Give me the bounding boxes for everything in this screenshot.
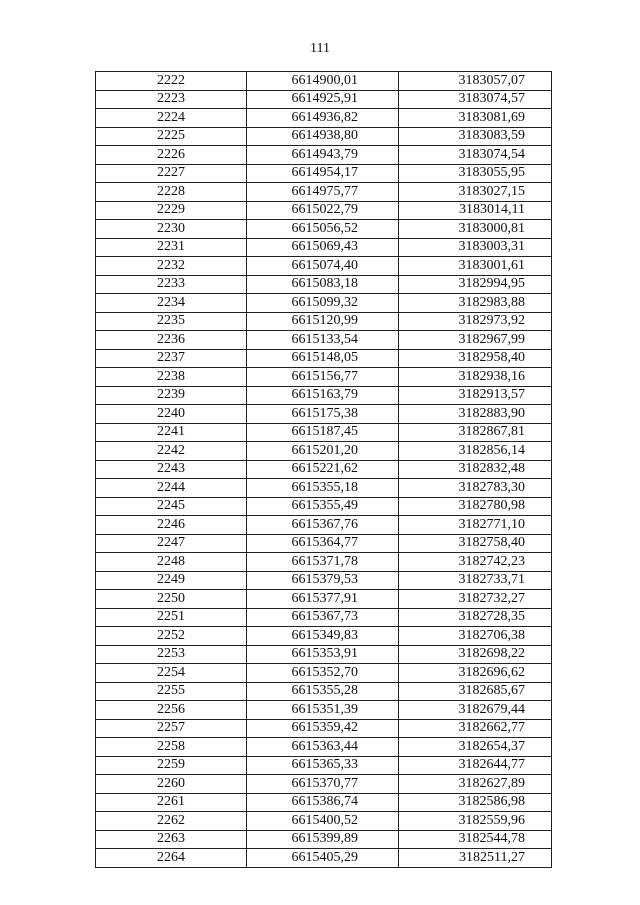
point-number-cell: 2252 (96, 627, 247, 646)
table-row (96, 738, 552, 757)
point-number-cell: 2251 (96, 608, 247, 627)
table-row (96, 497, 552, 516)
coordinates-table-body (96, 72, 552, 868)
table-row (96, 368, 552, 387)
y-coordinate-cell: 3182662,77 (399, 719, 552, 738)
x-coordinate-cell: 6615069,43 (247, 238, 399, 257)
point-number-cell: 2241 (96, 423, 247, 442)
point-number-cell: 2242 (96, 442, 247, 461)
y-coordinate-cell: 3182706,38 (399, 627, 552, 646)
y-coordinate-cell: 3182698,22 (399, 645, 552, 664)
point-number-cell: 2259 (96, 756, 247, 775)
point-number-cell: 2232 (96, 257, 247, 276)
y-coordinate-cell: 3182733,71 (399, 571, 552, 590)
point-number-cell: 2225 (96, 127, 247, 146)
y-coordinate-cell: 3182758,40 (399, 534, 552, 553)
table-row (96, 812, 552, 831)
x-coordinate-cell: 6615349,83 (247, 627, 399, 646)
y-coordinate-cell: 3182742,23 (399, 553, 552, 572)
table-row (96, 645, 552, 664)
table-row (96, 664, 552, 683)
table-row (96, 72, 552, 91)
x-coordinate-cell: 6614975,77 (247, 183, 399, 202)
y-coordinate-cell: 3182967,99 (399, 331, 552, 350)
y-coordinate-cell: 3182832,48 (399, 460, 552, 479)
table-row (96, 516, 552, 535)
y-coordinate-cell: 3182696,62 (399, 664, 552, 683)
x-coordinate-cell: 6615370,77 (247, 775, 399, 794)
point-number-cell: 2258 (96, 738, 247, 757)
x-coordinate-cell: 6615367,73 (247, 608, 399, 627)
table-row (96, 220, 552, 239)
table-row (96, 627, 552, 646)
point-number-cell: 2229 (96, 201, 247, 220)
y-coordinate-cell: 3183027,15 (399, 183, 552, 202)
point-number-cell: 2261 (96, 793, 247, 812)
table-row (96, 830, 552, 849)
table-row (96, 590, 552, 609)
x-coordinate-cell: 6615099,32 (247, 294, 399, 313)
x-coordinate-cell: 6615359,42 (247, 719, 399, 738)
x-coordinate-cell: 6615352,70 (247, 664, 399, 683)
y-coordinate-cell: 3182732,27 (399, 590, 552, 609)
table-row (96, 146, 552, 165)
table-row (96, 201, 552, 220)
page-number: 111 (310, 41, 330, 56)
table-row (96, 405, 552, 424)
point-number-cell: 2236 (96, 331, 247, 350)
table-row (96, 701, 552, 720)
table-row (96, 312, 552, 331)
y-coordinate-cell: 3182627,89 (399, 775, 552, 794)
y-coordinate-cell: 3182728,35 (399, 608, 552, 627)
y-coordinate-cell: 3182544,78 (399, 830, 552, 849)
x-coordinate-cell: 6615163,79 (247, 386, 399, 405)
point-number-cell: 2233 (96, 275, 247, 294)
table-row (96, 775, 552, 794)
y-coordinate-cell: 3183014,11 (399, 201, 552, 220)
point-number-cell: 2240 (96, 405, 247, 424)
table-row (96, 793, 552, 812)
point-number-cell: 2264 (96, 849, 247, 868)
x-coordinate-cell: 6615133,54 (247, 331, 399, 350)
point-number-cell: 2234 (96, 294, 247, 313)
y-coordinate-cell: 3182559,96 (399, 812, 552, 831)
table-row (96, 109, 552, 128)
y-coordinate-cell: 3183000,81 (399, 220, 552, 239)
point-number-cell: 2257 (96, 719, 247, 738)
table-row (96, 608, 552, 627)
table-row (96, 164, 552, 183)
table-row (96, 386, 552, 405)
point-number-cell: 2237 (96, 349, 247, 368)
point-number-cell: 2245 (96, 497, 247, 516)
x-coordinate-cell: 6615120,99 (247, 312, 399, 331)
y-coordinate-cell: 3182983,88 (399, 294, 552, 313)
table-row (96, 849, 552, 868)
y-coordinate-cell: 3182771,10 (399, 516, 552, 535)
table-row (96, 719, 552, 738)
point-number-cell: 2256 (96, 701, 247, 720)
point-number-cell: 2223 (96, 90, 247, 109)
point-number-cell: 2248 (96, 553, 247, 572)
x-coordinate-cell: 6614943,79 (247, 146, 399, 165)
point-number-cell: 2239 (96, 386, 247, 405)
x-coordinate-cell: 6615156,77 (247, 368, 399, 387)
x-coordinate-cell: 6615148,05 (247, 349, 399, 368)
x-coordinate-cell: 6614900,01 (247, 72, 399, 91)
point-number-cell: 2250 (96, 590, 247, 609)
x-coordinate-cell: 6615353,91 (247, 645, 399, 664)
x-coordinate-cell: 6615367,76 (247, 516, 399, 535)
point-number-cell: 2263 (96, 830, 247, 849)
x-coordinate-cell: 6615083,18 (247, 275, 399, 294)
y-coordinate-cell: 3183081,69 (399, 109, 552, 128)
x-coordinate-cell: 6615355,49 (247, 497, 399, 516)
x-coordinate-cell: 6614925,91 (247, 90, 399, 109)
table-row (96, 423, 552, 442)
x-coordinate-cell: 6615386,74 (247, 793, 399, 812)
y-coordinate-cell: 3182973,92 (399, 312, 552, 331)
x-coordinate-cell: 6614954,17 (247, 164, 399, 183)
table-row (96, 460, 552, 479)
y-coordinate-cell: 3182783,30 (399, 479, 552, 498)
point-number-cell: 2230 (96, 220, 247, 239)
x-coordinate-cell: 6615363,44 (247, 738, 399, 757)
point-number-cell: 2227 (96, 164, 247, 183)
x-coordinate-cell: 6615221,62 (247, 460, 399, 479)
y-coordinate-cell: 3182856,14 (399, 442, 552, 461)
y-coordinate-cell: 3183003,31 (399, 238, 552, 257)
table-row (96, 479, 552, 498)
table-row (96, 553, 552, 572)
point-number-cell: 2226 (96, 146, 247, 165)
table-row (96, 331, 552, 350)
x-coordinate-cell: 6615399,89 (247, 830, 399, 849)
table-row (96, 275, 552, 294)
y-coordinate-cell: 3183083,59 (399, 127, 552, 146)
x-coordinate-cell: 6615379,53 (247, 571, 399, 590)
y-coordinate-cell: 3183001,61 (399, 257, 552, 276)
y-coordinate-cell: 3182780,98 (399, 497, 552, 516)
point-number-cell: 2247 (96, 534, 247, 553)
point-number-cell: 2262 (96, 812, 247, 831)
x-coordinate-cell: 6615365,33 (247, 756, 399, 775)
point-number-cell: 2228 (96, 183, 247, 202)
y-coordinate-cell: 3182679,44 (399, 701, 552, 720)
point-number-cell: 2244 (96, 479, 247, 498)
point-number-cell: 2238 (96, 368, 247, 387)
y-coordinate-cell: 3183074,54 (399, 146, 552, 165)
y-coordinate-cell: 3182685,67 (399, 682, 552, 701)
point-number-cell: 2253 (96, 645, 247, 664)
point-number-cell: 2249 (96, 571, 247, 590)
y-coordinate-cell: 3183055,95 (399, 164, 552, 183)
table-row (96, 442, 552, 461)
x-coordinate-cell: 6615022,79 (247, 201, 399, 220)
x-coordinate-cell: 6615355,28 (247, 682, 399, 701)
x-coordinate-cell: 6615074,40 (247, 257, 399, 276)
table-row (96, 756, 552, 775)
x-coordinate-cell: 6615056,52 (247, 220, 399, 239)
x-coordinate-cell: 6615187,45 (247, 423, 399, 442)
x-coordinate-cell: 6614938,80 (247, 127, 399, 146)
table-row (96, 127, 552, 146)
y-coordinate-cell: 3183057,07 (399, 72, 552, 91)
y-coordinate-cell: 3182883,90 (399, 405, 552, 424)
point-number-cell: 2254 (96, 664, 247, 683)
x-coordinate-cell: 6615175,38 (247, 405, 399, 424)
point-number-cell: 2235 (96, 312, 247, 331)
table-row (96, 294, 552, 313)
y-coordinate-cell: 3182938,16 (399, 368, 552, 387)
y-coordinate-cell: 3182644,77 (399, 756, 552, 775)
y-coordinate-cell: 3182586,98 (399, 793, 552, 812)
y-coordinate-cell: 3182867,81 (399, 423, 552, 442)
point-number-cell: 2224 (96, 109, 247, 128)
point-number-cell: 2260 (96, 775, 247, 794)
point-number-cell: 2231 (96, 238, 247, 257)
x-coordinate-cell: 6615405,29 (247, 849, 399, 868)
coordinates-table (95, 71, 552, 868)
table-row (96, 257, 552, 276)
table-row (96, 349, 552, 368)
table-row (96, 571, 552, 590)
point-number-cell: 2255 (96, 682, 247, 701)
y-coordinate-cell: 3182511,27 (399, 849, 552, 868)
point-number-cell: 2243 (96, 460, 247, 479)
table-row (96, 90, 552, 109)
table-row (96, 682, 552, 701)
x-coordinate-cell: 6615351,39 (247, 701, 399, 720)
y-coordinate-cell: 3182958,40 (399, 349, 552, 368)
point-number-cell: 2222 (96, 72, 247, 91)
y-coordinate-cell: 3182994,95 (399, 275, 552, 294)
x-coordinate-cell: 6615377,91 (247, 590, 399, 609)
point-number-cell: 2246 (96, 516, 247, 535)
x-coordinate-cell: 6615355,18 (247, 479, 399, 498)
x-coordinate-cell: 6615400,52 (247, 812, 399, 831)
y-coordinate-cell: 3182913,57 (399, 386, 552, 405)
x-coordinate-cell: 6615371,78 (247, 553, 399, 572)
y-coordinate-cell: 3183074,57 (399, 90, 552, 109)
table-row (96, 183, 552, 202)
y-coordinate-cell: 3182654,37 (399, 738, 552, 757)
x-coordinate-cell: 6614936,82 (247, 109, 399, 128)
x-coordinate-cell: 6615364,77 (247, 534, 399, 553)
table-row (96, 238, 552, 257)
table-row (96, 534, 552, 553)
x-coordinate-cell: 6615201,20 (247, 442, 399, 461)
